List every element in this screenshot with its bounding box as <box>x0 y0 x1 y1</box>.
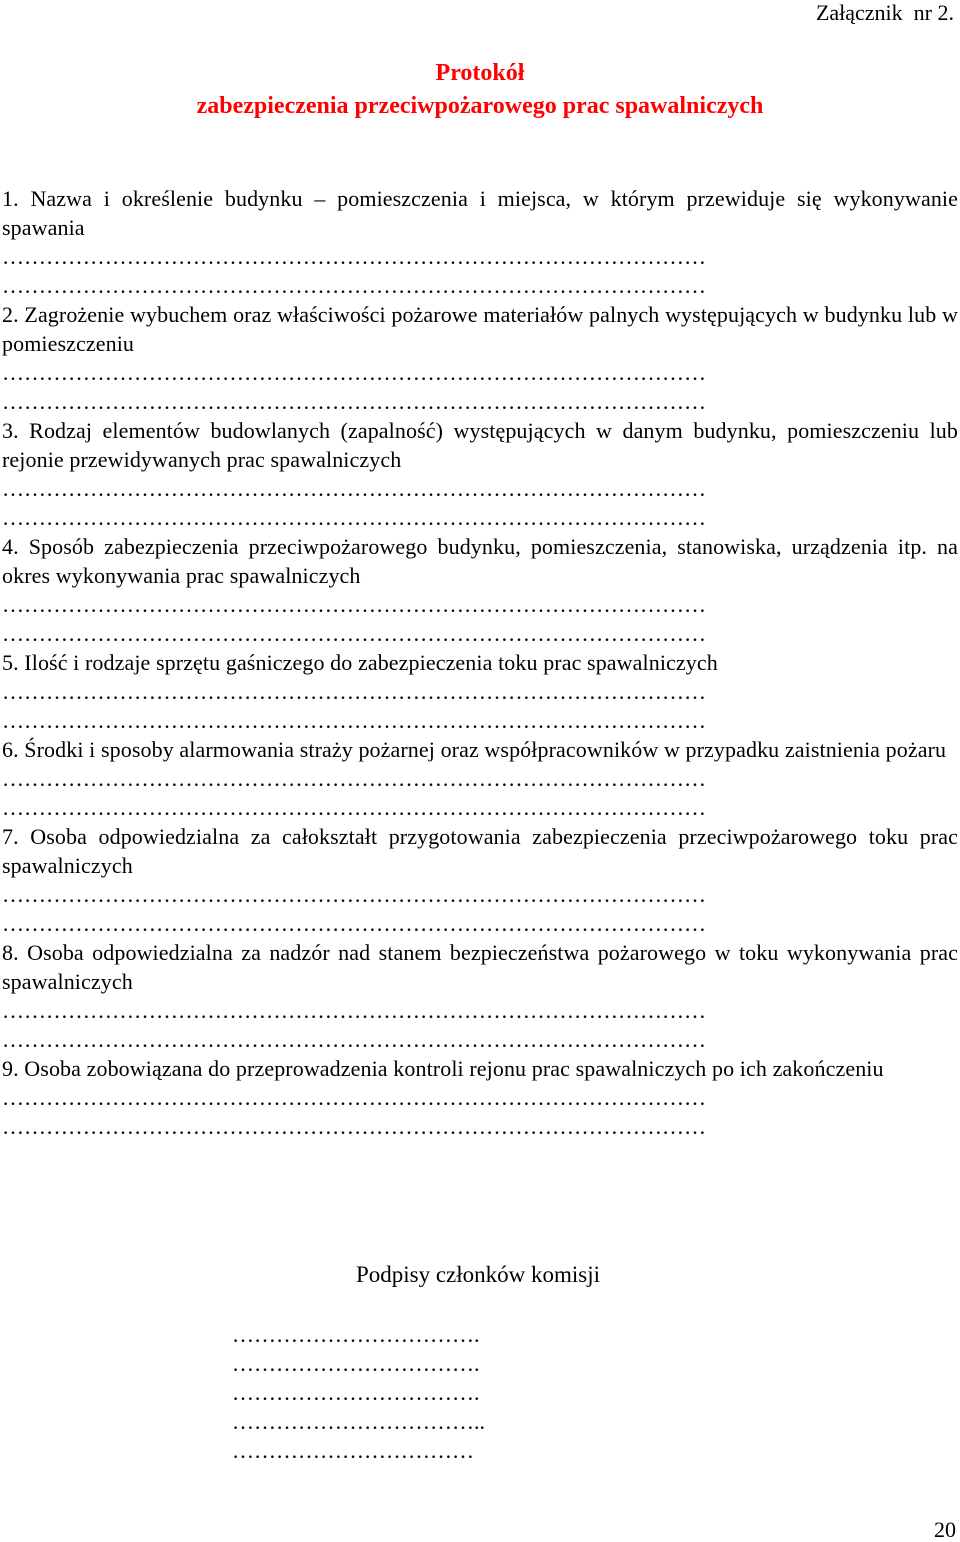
form-section-1 <box>2 184 958 300</box>
section-question: 9. Osoba zobowiązana do przeprowadzenia kontroli rejonu prac spawalniczych po ich zakończeniu <box>2 1056 884 1081</box>
section-question: 8. Osoba odpowiedzialna za nadzór nad stanem bezpieczeństwa pożarowego w toku wykonywania prac spawalniczych <box>2 940 958 994</box>
fill-line[interactable]: …………………………………………………………………………………… <box>2 708 706 733</box>
fill-line[interactable]: …………………………………………………………………………………… <box>2 389 706 414</box>
document-title: Protokół <box>435 60 525 86</box>
form-section-7 <box>2 822 958 938</box>
fill-line[interactable]: …………………………………………………………………………………… <box>2 882 706 907</box>
fill-line[interactable]: …………………………………………………………………………………… <box>2 476 706 501</box>
section-question: 5. Ilość i rodzaje sprzętu gaśniczego do zabezpieczenia toku prac spawalniczych <box>2 650 718 675</box>
section-question: 4. Sposób zabezpieczenia przeciwpożarowego budynku, pomieszczenia, stanowiska, urządzenia itp. na okres wykonywania prac spawalniczych <box>2 534 958 588</box>
form-section-8 <box>2 938 958 1054</box>
attachment-label: Załącznik nr 2. <box>815 0 954 25</box>
fill-line[interactable]: …………………………………………………………………………………… <box>2 766 706 791</box>
signature-line[interactable]: …………………………… <box>232 1438 474 1463</box>
section-question: 2. Zagrożenie wybuchem oraz właściwości pożarowe materiałów palnych występujących w budynku lub w pomieszczeniu <box>2 302 958 356</box>
fill-line[interactable]: …………………………………………………………………………………… <box>2 679 706 704</box>
fill-line[interactable]: …………………………………………………………………………………… <box>2 621 706 646</box>
form-section-3 <box>2 416 958 532</box>
signatures-heading-text: Podpisy członków komisji <box>355 1262 601 1287</box>
section-question: 6. Środki i sposoby alarmowania straży pożarnej oraz współpracowników w przypadku zaistnienia pożaru <box>2 737 947 762</box>
signature-line[interactable]: …………………………….. <box>232 1409 485 1434</box>
fill-line[interactable]: …………………………………………………………………………………… <box>2 795 706 820</box>
fill-line[interactable]: …………………………………………………………………………………… <box>2 1027 706 1052</box>
form-section-9 <box>2 1054 958 1141</box>
form-section-2 <box>2 300 958 416</box>
section-question: 1. Nazwa i określenie budynku – pomieszczenia i miejsca, w którym przewiduje się wykonywanie spawania <box>2 186 958 240</box>
signature-line[interactable]: ……………………………. <box>232 1322 480 1347</box>
form-section-5 <box>2 648 958 735</box>
document-subtitle: zabezpieczenia przeciwpożarowego prac spawalniczych <box>196 93 764 119</box>
page-number: 20 <box>934 1517 956 1542</box>
signatures-heading <box>0 1260 960 1290</box>
fill-line[interactable]: …………………………………………………………………………………… <box>2 1114 706 1139</box>
form-section-4 <box>2 532 958 648</box>
fill-line[interactable]: …………………………………………………………………………………… <box>2 360 706 385</box>
fill-line[interactable]: …………………………………………………………………………………… <box>2 505 706 530</box>
fill-line[interactable]: …………………………………………………………………………………… <box>2 998 706 1023</box>
form-sections <box>2 184 958 1141</box>
fill-line[interactable]: …………………………………………………………………………………… <box>2 244 706 269</box>
form-section-6 <box>2 735 958 822</box>
fill-line[interactable]: …………………………………………………………………………………… <box>2 273 706 298</box>
signature-lines <box>232 1320 752 1465</box>
fill-line[interactable]: …………………………………………………………………………………… <box>2 911 706 936</box>
fill-line[interactable]: …………………………………………………………………………………… <box>2 1085 706 1110</box>
section-question: 7. Osoba odpowiedzialna za całokształt przygotowania zabezpieczenia przeciwpożarowego toku prac spawalniczych <box>2 824 958 878</box>
section-question: 3. Rodzaj elementów budowlanych (zapalność) występujących w danym budynku, pomieszczeniu lub rejonie przewidywanych prac spawalniczych <box>2 418 958 472</box>
signature-line[interactable]: ……………………………. <box>232 1380 480 1405</box>
fill-line[interactable]: …………………………………………………………………………………… <box>2 592 706 617</box>
signature-line[interactable]: ……………………………. <box>232 1351 480 1376</box>
